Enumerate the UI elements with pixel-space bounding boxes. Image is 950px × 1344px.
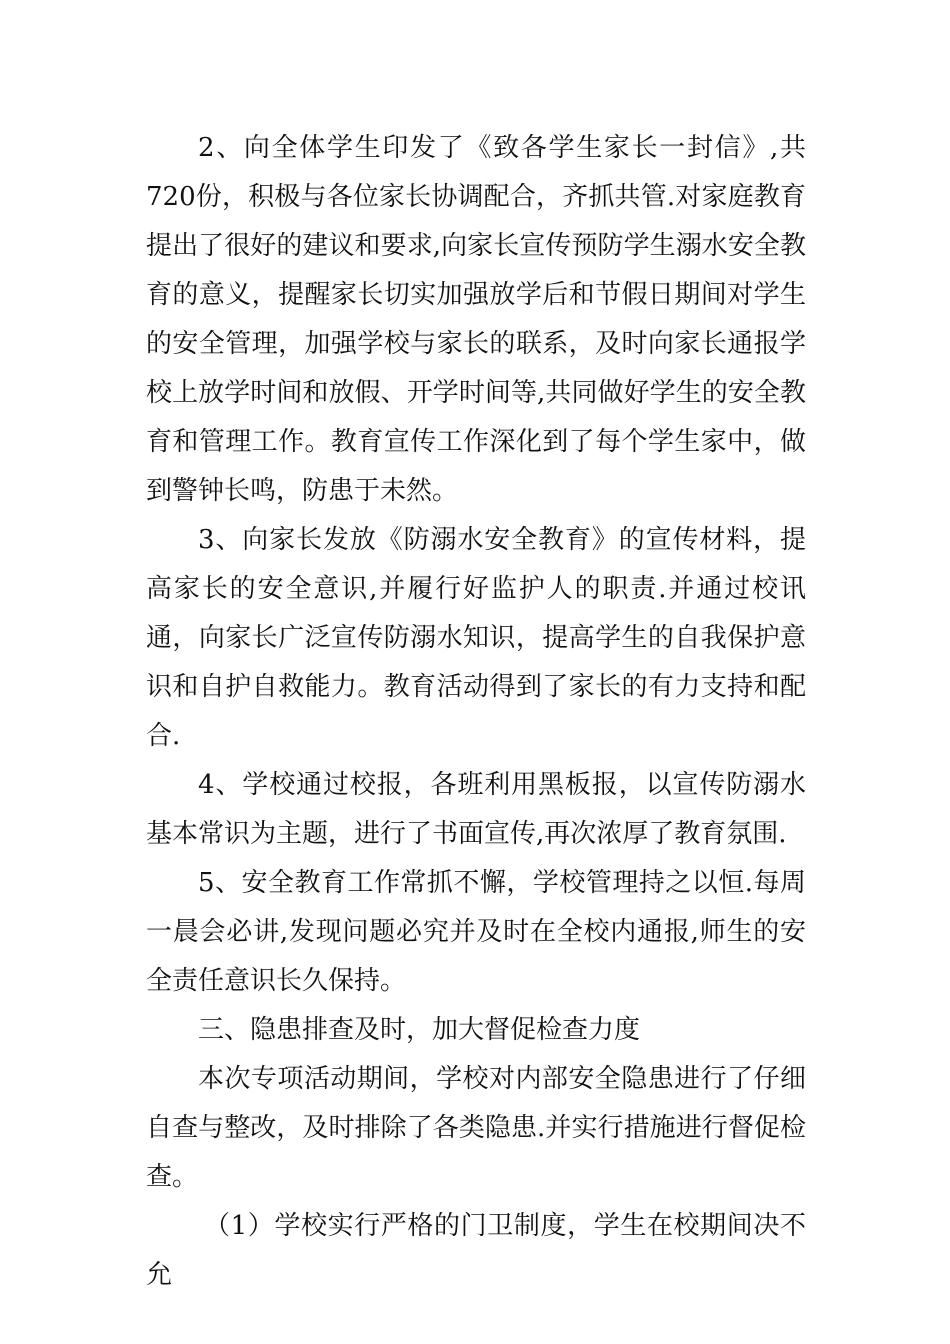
paragraph-item-5: 5、安全教育工作常抓不懈，学校管理持之以恒.每周一晨会必讲,发现问题必究并及时在全校内通报,师生的安全责任意识长久保持。 bbox=[146, 868, 806, 996]
section-heading-3: 三、隐患排查及时，加大督促检查力度 bbox=[198, 1015, 641, 1045]
sub-item-1-paragraph: （1）学校实行严格的门卫制度，学生在校期间决不允 bbox=[146, 1211, 806, 1290]
paragraph-item-4: 4、学校通过校报，各班利用黑板报，以宣传防溺水基本常识为主题，进行了书面宣传,再次浓厚了教育氛围. bbox=[146, 770, 806, 849]
document-page bbox=[146, 124, 806, 1300]
section-intro-paragraph: 本次专项活动期间，学校对内部安全隐患进行了仔细自查与整改，及时排除了各类隐患.并实行措施进行督促检查。 bbox=[146, 1064, 806, 1192]
paragraph-item-3: 3、向家长发放《防溺水安全教育》的宣传材料，提高家长的安全意识,并履行好监护人的职责.并通过校讯通，向家长广泛宣传防溺水知识，提高学生的自我保护意识和自护自救能力。教育活动得到了家长的有力支持和配合. bbox=[146, 525, 806, 751]
paragraph-item-2: 2、向全体学生印发了《致各学生家长一封信》,共720份，积极与各位家长协调配合，齐抓共管.对家庭教育提出了很好的建议和要求,向家长宣传预防学生溺水安全教育的意义，提醒家长切实加强放学后和节假日期间对学生的安全管理，加强学校与家长的联系，及时向家长通报学校上放学时间和放假、开学时间等,共同做好学生的安全教育和管理工作。教育宣传工作深化到了每个学生家中，做到警钟长鸣，防患于未然。 bbox=[146, 133, 806, 506]
